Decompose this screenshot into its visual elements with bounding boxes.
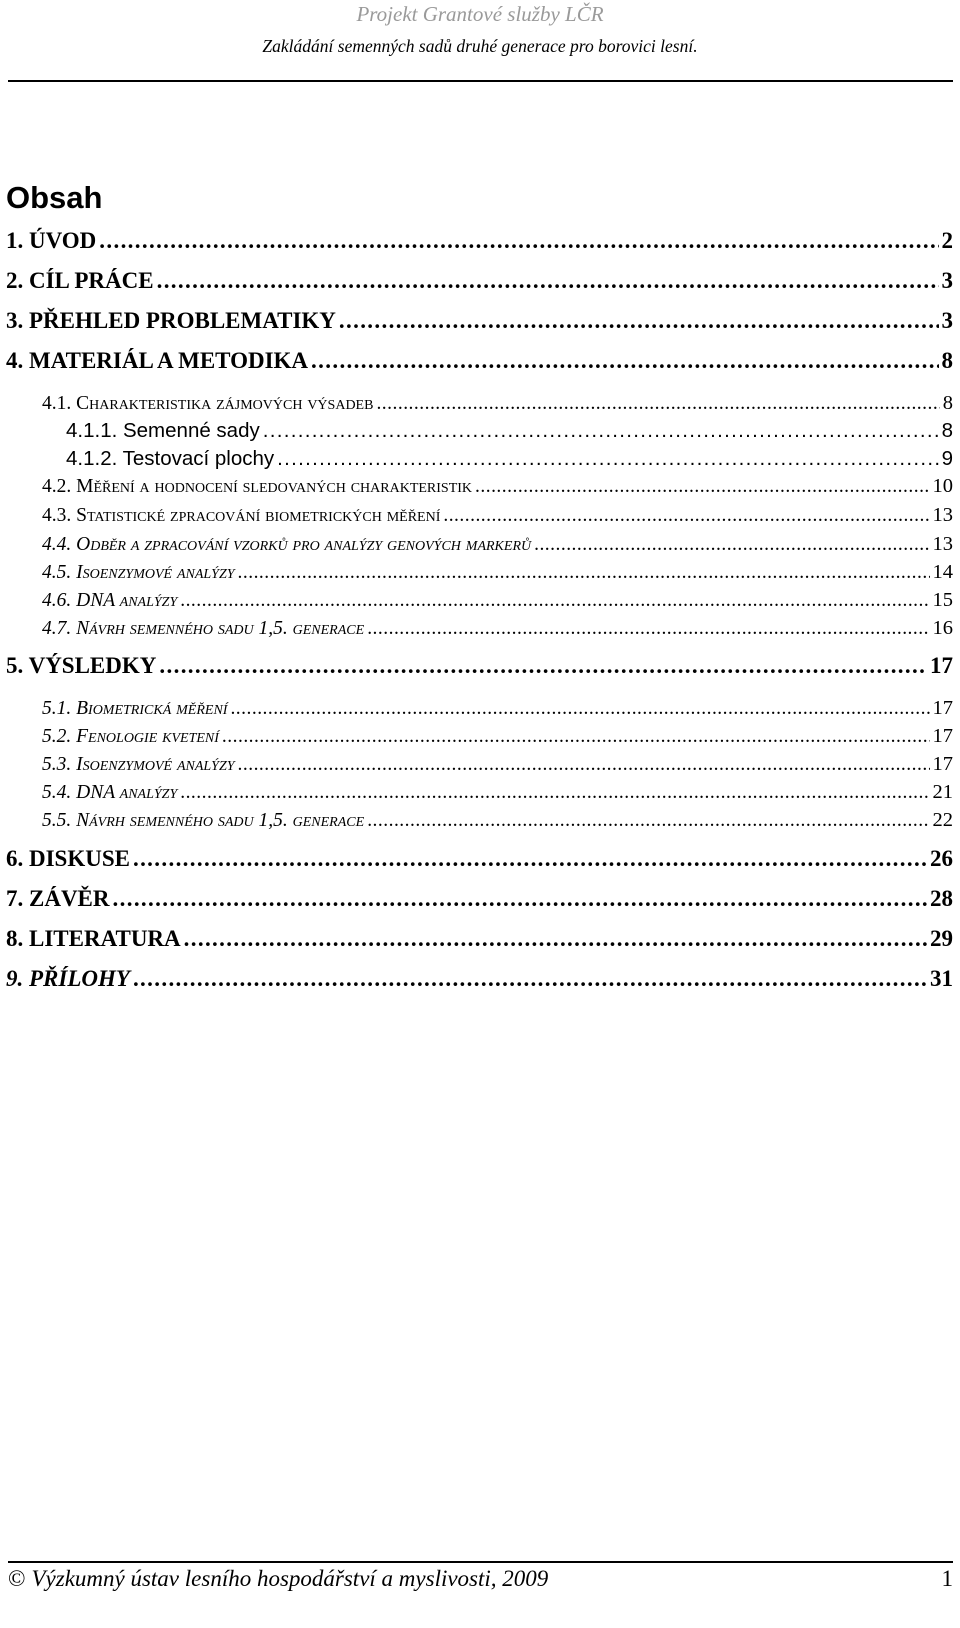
- toc-entry-page: 28: [930, 886, 953, 911]
- dot-leader: [339, 308, 939, 334]
- toc-entry-label: 4.1.1. Semenné sady: [66, 419, 260, 442]
- toc-entry[interactable]: [42, 725, 953, 748]
- toc-entry-label: 5.3. Isoenzymové analýzy: [42, 754, 235, 775]
- toc-entry-label: 5. VÝSLEDKY: [6, 653, 157, 678]
- toc-entry-page: 31: [930, 966, 953, 991]
- toc-entry-page: 3: [941, 268, 953, 293]
- dot-leader: [184, 926, 927, 952]
- toc-entry[interactable]: [6, 348, 953, 374]
- toc-entry-label: 5.4. DNA analýzy: [42, 782, 178, 803]
- dot-leader: [475, 476, 929, 498]
- toc-entry[interactable]: [42, 392, 953, 415]
- toc-entry-label: 4.1. Charakteristika zájmových výsadeb: [42, 393, 374, 414]
- toc-entry-page: 10: [932, 475, 953, 497]
- toc-entry[interactable]: [66, 447, 953, 471]
- toc-entry[interactable]: [6, 308, 953, 334]
- page-number: 1: [941, 1566, 953, 1591]
- toc-entry-label: 9. PŘÍLOHY: [6, 966, 130, 991]
- toc-entry-label: 5.5. Návrh semenného sadu 1,5. generace: [42, 810, 365, 831]
- toc-entry-label: 3. PŘEHLED PROBLEMATIKY: [6, 308, 336, 333]
- toc-entry-label: 5.1. Biometrická měření: [42, 698, 228, 719]
- dot-leader: [133, 846, 927, 872]
- dot-leader: [238, 754, 930, 776]
- toc-entry-page: 21: [932, 781, 953, 803]
- toc-entry-page: 26: [930, 846, 953, 871]
- toc-entry-page: 16: [932, 617, 953, 639]
- toc-entry[interactable]: [6, 846, 953, 872]
- dot-leader: [277, 447, 938, 471]
- dot-leader: [230, 698, 929, 720]
- toc-entry-label: 4.5. Isoenzymové analýzy: [42, 562, 235, 583]
- toc-entry[interactable]: [6, 228, 953, 254]
- dot-leader: [180, 782, 929, 804]
- toc-entry-label: 5.2. Fenologie kvetení: [42, 726, 219, 747]
- toc-entry-label: 4.7. Návrh semenného sadu 1,5. generace: [42, 618, 365, 639]
- page-footer: [8, 1566, 953, 1592]
- dot-leader: [367, 810, 929, 832]
- toc-entry-label: 8. LITERATURA: [6, 926, 181, 951]
- toc-entry[interactable]: [6, 653, 953, 679]
- toc-entry-page: 17: [932, 753, 953, 775]
- project-title: Projekt Grantové služby LČR: [356, 2, 604, 26]
- dot-leader: [443, 505, 929, 527]
- toc-entry-page: 2: [941, 228, 953, 253]
- toc-entry-page: 15: [932, 589, 953, 611]
- toc-entry[interactable]: [42, 589, 953, 612]
- toc-entry-page: 14: [932, 561, 953, 583]
- toc-entry-label: 4. MATERIÁL A METODIKA: [6, 348, 309, 373]
- dot-leader: [133, 966, 927, 992]
- toc-entry[interactable]: [6, 926, 953, 952]
- toc-entry-page: 17: [932, 725, 953, 747]
- toc-entry-page: 13: [932, 504, 953, 526]
- dot-leader: [159, 653, 927, 679]
- footer-institute-wrap: [8, 1566, 548, 1592]
- dot-leader: [238, 562, 930, 584]
- toc-entry-label: 4.3. Statistické zpracování biometrických měření: [42, 505, 441, 526]
- toc-entry[interactable]: [6, 966, 953, 992]
- dot-leader: [113, 886, 927, 912]
- toc-entry-label: 4.2. Měření a hodnocení sledovaných charakteristik: [42, 476, 473, 497]
- dot-leader: [534, 534, 929, 556]
- dot-leader: [263, 419, 939, 443]
- toc-heading: Obsah: [6, 180, 103, 215]
- toc-entry-label: 2. CÍL PRÁCE: [6, 268, 154, 293]
- dot-leader: [157, 268, 939, 294]
- toc-entry-page: 8: [941, 419, 953, 442]
- toc-entry-page: 13: [932, 533, 953, 555]
- project-subtitle: Zakládání semenných sadů druhé generace pro borovici lesní.: [262, 36, 698, 56]
- dot-leader: [311, 348, 938, 374]
- dot-leader: [180, 590, 929, 612]
- dot-leader: [99, 228, 938, 254]
- toc-entry[interactable]: [6, 268, 953, 294]
- toc-entry-page: 8: [941, 348, 953, 373]
- toc-entry[interactable]: [42, 533, 953, 556]
- toc-entry-label: 7. ZÁVĚR: [6, 886, 110, 911]
- toc-entry[interactable]: [42, 561, 953, 584]
- toc-entry[interactable]: [42, 504, 953, 527]
- toc-entry-label: 4.6. DNA analýzy: [42, 590, 178, 611]
- toc-entry-page: 3: [941, 308, 953, 333]
- toc-entry-label: 4.4. Odběr a zpracování vzorků pro analýzy genových markerů: [42, 534, 532, 555]
- toc-entry-label: 6. DISKUSE: [6, 846, 130, 871]
- toc-entry-label: 4.1.2. Testovací plochy: [66, 447, 275, 470]
- toc-entry-page: 9: [941, 447, 953, 470]
- toc-entry[interactable]: [42, 753, 953, 776]
- header-divider: [8, 80, 953, 82]
- toc-entry-page: 8: [942, 392, 953, 414]
- toc-entry[interactable]: [42, 697, 953, 720]
- dot-leader: [367, 618, 929, 640]
- footer-institute: Výzkumný ústav lesního hospodářství a myslivosti, 2009: [31, 1566, 549, 1591]
- toc-entry-label: 1. ÚVOD: [6, 228, 97, 253]
- toc-entry[interactable]: [6, 886, 953, 912]
- copyright-icon: ©: [8, 1566, 26, 1591]
- toc-entry[interactable]: [42, 475, 953, 498]
- toc-entry[interactable]: [42, 781, 953, 804]
- dot-leader: [222, 726, 930, 748]
- toc-entry-page: 22: [932, 809, 953, 831]
- footer-divider: [8, 1561, 953, 1563]
- toc-entry-page: 17: [930, 653, 953, 678]
- toc-entry-page: 29: [930, 926, 953, 951]
- dot-leader: [376, 393, 939, 415]
- toc-entry-page: 17: [932, 697, 953, 719]
- toc-entry[interactable]: [42, 617, 953, 640]
- toc-entry[interactable]: [42, 809, 953, 832]
- toc-entry[interactable]: [66, 419, 953, 443]
